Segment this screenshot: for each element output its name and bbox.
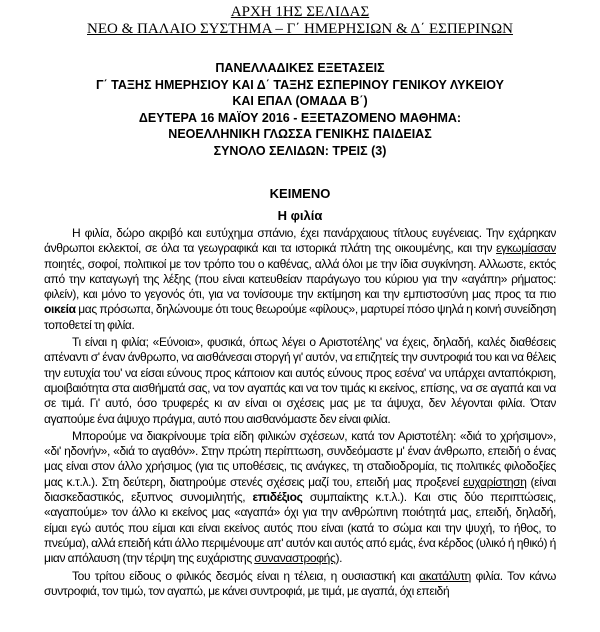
page-header	[0, 4, 600, 38]
page-header-line-2: ΝΕΟ & ΠΑΛΑΙΟ ΣΥΣΤΗΜΑ – Γ΄ ΗΜΕΡΗΣΙΩΝ & Δ΄ ΕΣΠΕΡΙΝΩΝ	[87, 21, 513, 37]
body-text	[44, 226, 556, 601]
exam-header	[0, 60, 600, 160]
exam-header-line-6: ΣΥΝΟΛΟ ΣΕΛΙΔΩΝ: ΤΡΕΙΣ (3)	[213, 143, 387, 158]
section-label: ΚΕΙΜΕΝΟ	[269, 186, 331, 201]
underlined-term-synanastrofis: συναναστροφής	[254, 551, 336, 566]
paragraph-3	[44, 429, 556, 567]
page-header-line-1: ΑΡΧΗ 1ΗΣ ΣΕΛΙΔΑΣ	[230, 4, 370, 20]
exam-header-line-4: ΔΕΥΤΕΡΑ 16 ΜΑΪΟΥ 2016 - ΕΞΕΤΑΖΟΜΕΝΟ ΜΑΘΗΜΑ:	[138, 110, 462, 125]
paragraph-1-part-2: ποιητές, σοφοί, πολιτικοί με τον τρόπο του ο καθένας, αλλά όλοι με την ίδια συγκίνηση. Αλλωστε, εκτός από την καταγωγή της λέξης (που είναι κατευθείαν παράγωγο του κύριου για την «αγάπη» ρήματος: φιλείν), και μόνο το γεγονός ότι, για να τονίσουμε την εκτίμηση και την εμπιστοσύνη μας προς τα πιο	[44, 256, 556, 302]
underlined-term-egkomiasan: εγκωμίασαν	[496, 241, 556, 256]
paragraph-4-part-1: Του τρίτου είδους ο φιλικός δεσμός είναι η τέλεια, η ουσιαστική και	[72, 568, 420, 583]
bold-term-epidexios: επιδέξιος	[252, 490, 303, 505]
underlined-term-akatalyti: ακατάλυτη	[419, 568, 471, 583]
exam-header-line-3: ΚΑΙ ΕΠΑΛ (ΟΜΑΔΑ Β΄)	[232, 94, 368, 109]
paragraph-1-part-1: Η φιλία, δώρο ακριβό και ευτύχημα σπάνιο, έχει πανάρχαιους τίτλους ευγένειας. Την εχάρηκαν άνθρωποι εκλεκτοί, σε όλα τα γεωγραφικά και τα ιστορικά πλάτη της οικουμένης, και την	[44, 226, 556, 256]
paragraph-1	[44, 226, 556, 333]
paragraph-2: Τι είναι η φιλία; «Εύνοια», φυσικά, όπως λέγει ο Αριστοτέλης' να έχεις, δηλαδή, καλές διαθέσεις απέναντι σ' έναν άνθρωπο, να αισθάνεσαι στοργή γι' αυτόν, να επιζητείς την συντροφιά του και να θέλεις την ευτυχία του' να είσαι εύνους προς κάποιον και αυτός εύνους προς εσένα' να υπάρχει ανταπόκριση, αμοιβαιότητα στα αισθήματά σας, να τον αγαπάς και να τον τιμάς κι εκείνος, επίσης, να σε αγαπά και να σε τιμά. Γι' αυτό, όσο τρυφερές κι αν είναι οι σχέσεις μας με τα άψυχα, δεν λέγονται φιλία. Όταν αγαπούμε ένα άψυχο πράγμα, αυτό που αισθανόμαστε δεν είναι φιλία.	[44, 335, 556, 426]
paragraph-4-part-2: φιλία. Τον κάνω συντροφιά, τον τιμώ, τον αγαπώ, με κάνει συντροφιά, με τιμά, με αγαπά, όχι επειδή	[44, 568, 556, 598]
exam-header-line-5: ΝΕΟΕΛΛΗΝΙΚΗ ΓΛΩΣΣΑ ΓΕΝΙΚΗΣ ΠΑΙΔΕΙΑΣ	[168, 127, 432, 142]
text-title: Η φιλία	[277, 208, 323, 223]
paragraph-3-part-3: συμπαίκτης κ.τ.λ.). Και στις δύο περιπτώσεις, «αγαπούμε» τον άλλο κι εκείνος μας «αγαπά» όχι για την ανθρώπινη ποιότητά μας, επειδή, δηλαδή, είμαι εγώ αυτός που είμαι και είναι εκείνος αυτός που είναι (κατά το σώμα και την ψυχή, το ήθος, το πνεύμα), αλλά επειδή κάτι άλλο περιμένουμε απ' αυτόν και αυτός από εμάς, ένα κέρδος (υλικό ή ηθικό) ή μιαν απόλαυση (την τέρψη της ευχάριστης	[44, 490, 556, 566]
exam-header-line-2: Γ΄ ΤΑΞΗΣ ΗΜΕΡΗΣΙΟΥ ΚΑΙ Δ΄ ΤΑΞΗΣ ΕΣΠΕΡΙΝΟΥ ΓΕΝΙΚΟΥ ΛΥΚΕΙΟΥ	[95, 77, 504, 92]
paragraph-1-part-3: μας πρόσωπα, δηλώνουμε ότι τους θεωρούμε «φίλους», μαρτυρεί πόσο ψηλά η κοινή συνείδηση τοποθετεί τη φιλία.	[44, 302, 556, 332]
paragraph-4	[44, 569, 556, 600]
paragraph-3-part-1: Μπορούμε να διακρίνουμε τρία είδη φιλικών σχέσεων, κατά τον Αριστοτέλη: «διά το χρήσιμον», «δι' ηδονήν», «διά το αγαθόν». Στην πρώτη περίπτωση, συνδεόμαστε μ' έναν άνθρωπο, επειδή ο ένας μας είναι στον άλλο χρήσιμος (για τις υποθέσεις, τις ανάγκες, τη σταδιοδρομία, τις πολιτικές φιλοδοξίες μας κ.τ.λ.). Στη δεύτερη, διατηρούμε στενές σχέσεις μαζί του, επειδή μας προξενεί	[44, 428, 556, 489]
underlined-term-efxaristisi: ευχαρίστηση	[463, 474, 527, 489]
bold-term-oikeia: οικεία	[44, 302, 76, 317]
paragraph-3-part-4: ).	[335, 551, 343, 566]
paragraph-3-part-2: (είναι διασκεδαστικός, εξυπνος συνομιλητής,	[44, 474, 556, 505]
exam-header-line-1: ΠΑΝΕΛΛΑΔΙΚΕΣ ΕΞΕΤΑΣΕΙΣ	[215, 61, 385, 75]
